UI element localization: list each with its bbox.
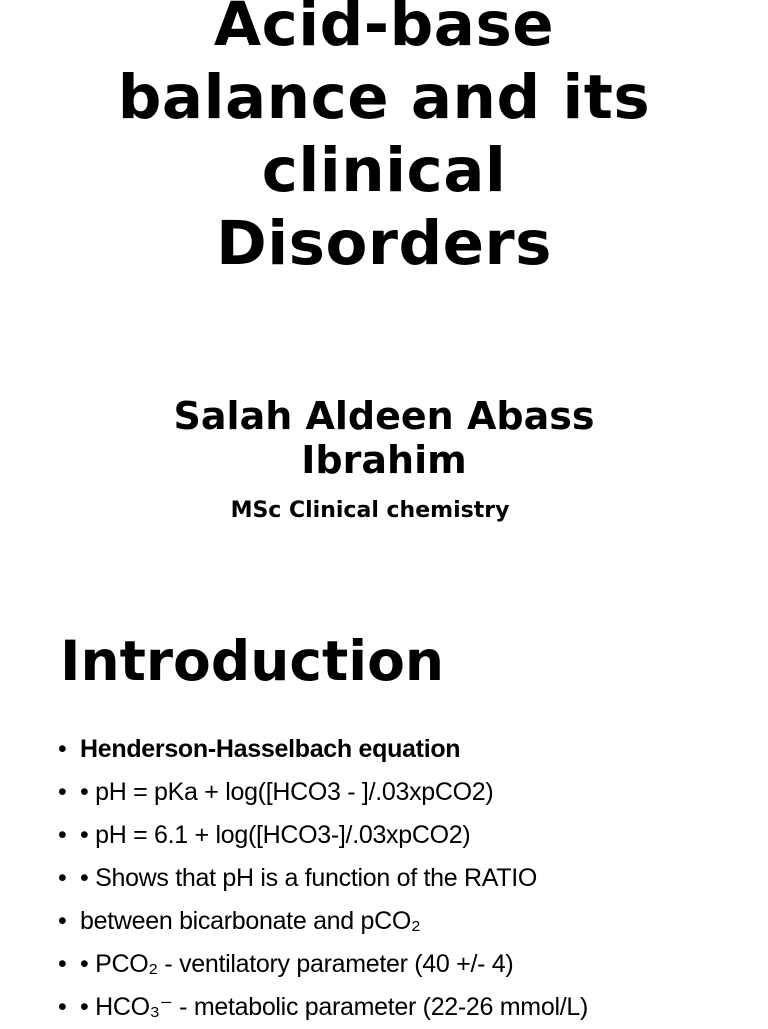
author-line: Salah Aldeen Abass (173, 394, 595, 438)
bullet-marker: • (58, 950, 67, 978)
bullet-marker: • (58, 821, 67, 849)
bullet-marker: • (58, 864, 67, 892)
slide-title (0, 0, 768, 280)
bullet-list (58, 728, 588, 1029)
bullet-item (58, 857, 588, 900)
title-line: clinical (261, 135, 507, 206)
bullet-marker: • (58, 907, 67, 935)
bullet-text: • HCO₃⁻ - metabolic parameter (22-26 mmol/L) (80, 993, 588, 1021)
bullet-text: • pH = pKa + log([HCO3 - ]/.03xpCO2) (80, 778, 494, 806)
bullet-marker: • (58, 993, 67, 1021)
bullet-text: • Shows that pH is a function of the RATIO (80, 864, 538, 892)
title-line: Disorders (216, 208, 552, 279)
bullet-text: Henderson-Hasselbach equation (80, 735, 461, 763)
bullet-marker: • (58, 735, 67, 763)
bullet-text: between bicarbonate and pCO₂ (80, 907, 421, 935)
bullet-item (58, 900, 588, 943)
introduction-slide (0, 600, 768, 1024)
bullet-text: • PCO₂ - ventilatory parameter (40 +/- 4) (80, 950, 514, 978)
author-name (0, 394, 768, 482)
bullet-item (58, 986, 588, 1029)
bullet-item (58, 728, 588, 771)
title-line: balance and its (117, 62, 651, 133)
bullet-item (58, 771, 588, 814)
author-line: Ibrahim (301, 438, 467, 482)
bullet-marker: • (58, 778, 67, 806)
bullet-item (58, 814, 588, 857)
title-line: Acid-base (213, 0, 555, 60)
bullet-item (58, 943, 588, 986)
section-heading: Introduction (60, 629, 445, 693)
bullet-text: • pH = 6.1 + log([HCO3-]/.03xpCO2) (80, 821, 471, 849)
author-degree: MSc Clinical chemistry (230, 498, 510, 523)
